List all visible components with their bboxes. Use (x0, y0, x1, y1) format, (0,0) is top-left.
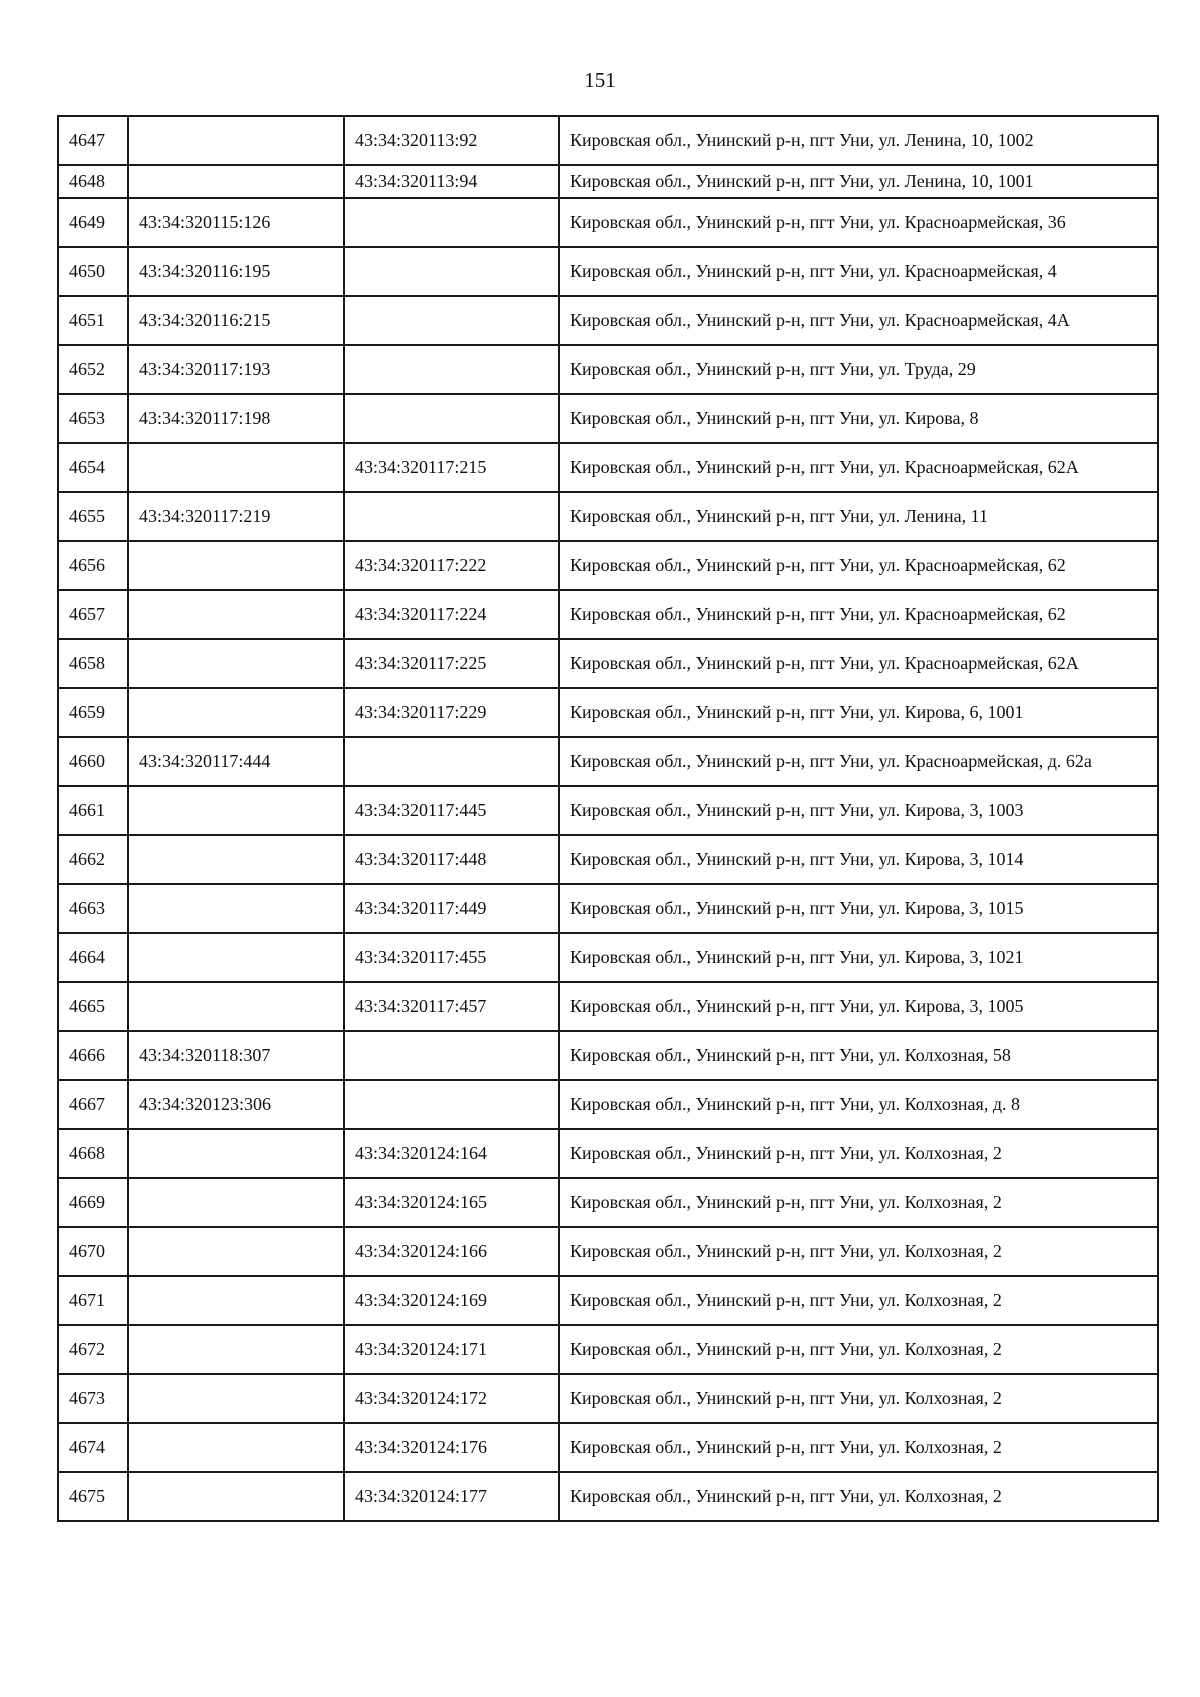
cadastral-number-a-cell (128, 786, 344, 835)
table-row (58, 247, 1158, 296)
row-number-cell: 4673 (58, 1374, 128, 1423)
table-row (58, 1227, 1158, 1276)
row-number-cell: 4650 (58, 247, 128, 296)
cadastral-number-b-cell: 43:34:320117:229 (344, 688, 559, 737)
cadastral-number-b-cell (344, 247, 559, 296)
cadastral-number-a-cell: 43:34:320118:307 (128, 1031, 344, 1080)
cadastral-number-a-cell (128, 1178, 344, 1227)
table-row (58, 345, 1158, 394)
row-number-cell: 4668 (58, 1129, 128, 1178)
address-cell: Кировская обл., Унинский р-н, пгт Уни, ул. Ленина, 10, 1001 (559, 165, 1158, 198)
row-number-cell: 4647 (58, 116, 128, 165)
row-number-cell: 4674 (58, 1423, 128, 1472)
cadastral-number-b-cell (344, 394, 559, 443)
cadastral-number-b-cell: 43:34:320124:164 (344, 1129, 559, 1178)
table-row (58, 198, 1158, 247)
cadastral-number-a-cell: 43:34:320123:306 (128, 1080, 344, 1129)
cadastral-number-b-cell: 43:34:320117:457 (344, 982, 559, 1031)
row-number-cell: 4669 (58, 1178, 128, 1227)
cadastral-number-b-cell: 43:34:320124:172 (344, 1374, 559, 1423)
cadastral-number-b-cell: 43:34:320117:215 (344, 443, 559, 492)
row-number-cell: 4648 (58, 165, 128, 198)
table-row (58, 492, 1158, 541)
row-number-cell: 4657 (58, 590, 128, 639)
table-row (58, 1374, 1158, 1423)
cadastral-number-b-cell: 43:34:320124:177 (344, 1472, 559, 1521)
table-row (58, 737, 1158, 786)
address-cell: Кировская обл., Унинский р-н, пгт Уни, ул. Кирова, 3, 1003 (559, 786, 1158, 835)
cadastral-number-a-cell: 43:34:320117:219 (128, 492, 344, 541)
address-cell: Кировская обл., Унинский р-н, пгт Уни, ул. Колхозная, д. 8 (559, 1080, 1158, 1129)
registry-table (57, 115, 1159, 1522)
row-number-cell: 4653 (58, 394, 128, 443)
cadastral-number-b-cell: 43:34:320117:224 (344, 590, 559, 639)
cadastral-number-a-cell (128, 1374, 344, 1423)
row-number-cell: 4651 (58, 296, 128, 345)
row-number-cell: 4664 (58, 933, 128, 982)
cadastral-number-b-cell: 43:34:320113:94 (344, 165, 559, 198)
cadastral-number-b-cell (344, 296, 559, 345)
row-number-cell: 4675 (58, 1472, 128, 1521)
table-row (58, 1129, 1158, 1178)
address-cell: Кировская обл., Унинский р-н, пгт Уни, ул. Колхозная, 2 (559, 1129, 1158, 1178)
cadastral-number-a-cell (128, 835, 344, 884)
table-row (58, 933, 1158, 982)
row-number-cell: 4670 (58, 1227, 128, 1276)
cadastral-number-b-cell: 43:34:320124:165 (344, 1178, 559, 1227)
row-number-cell: 4662 (58, 835, 128, 884)
cadastral-number-b-cell (344, 1031, 559, 1080)
cadastral-number-b-cell: 43:34:320117:455 (344, 933, 559, 982)
cadastral-number-a-cell (128, 1227, 344, 1276)
address-cell: Кировская обл., Унинский р-н, пгт Уни, ул. Труда, 29 (559, 345, 1158, 394)
table-row (58, 688, 1158, 737)
cadastral-number-a-cell: 43:34:320117:193 (128, 345, 344, 394)
page-number: 151 (584, 68, 616, 92)
address-cell: Кировская обл., Унинский р-н, пгт Уни, ул. Красноармейская, 4А (559, 296, 1158, 345)
table-row (58, 1276, 1158, 1325)
cadastral-number-b-cell: 43:34:320117:448 (344, 835, 559, 884)
row-number-cell: 4666 (58, 1031, 128, 1080)
cadastral-number-b-cell: 43:34:320124:171 (344, 1325, 559, 1374)
row-number-cell: 4656 (58, 541, 128, 590)
address-cell: Кировская обл., Унинский р-н, пгт Уни, ул. Кирова, 3, 1015 (559, 884, 1158, 933)
cadastral-number-a-cell: 43:34:320116:195 (128, 247, 344, 296)
cadastral-number-b-cell (344, 492, 559, 541)
table-row (58, 1325, 1158, 1374)
cadastral-number-a-cell (128, 639, 344, 688)
table-row (58, 541, 1158, 590)
cadastral-number-a-cell (128, 1129, 344, 1178)
cadastral-number-a-cell (128, 933, 344, 982)
row-number-cell: 4658 (58, 639, 128, 688)
address-cell: Кировская обл., Унинский р-н, пгт Уни, ул. Кирова, 3, 1005 (559, 982, 1158, 1031)
cadastral-number-a-cell (128, 165, 344, 198)
table-row (58, 1472, 1158, 1521)
row-number-cell: 4667 (58, 1080, 128, 1129)
address-cell: Кировская обл., Унинский р-н, пгт Уни, ул. Колхозная, 2 (559, 1423, 1158, 1472)
cadastral-number-a-cell (128, 688, 344, 737)
table-row (58, 296, 1158, 345)
address-cell: Кировская обл., Унинский р-н, пгт Уни, ул. Колхозная, 58 (559, 1031, 1158, 1080)
table-row (58, 165, 1158, 198)
table-row (58, 590, 1158, 639)
row-number-cell: 4672 (58, 1325, 128, 1374)
address-cell: Кировская обл., Унинский р-н, пгт Уни, ул. Колхозная, 2 (559, 1472, 1158, 1521)
table-row (58, 1423, 1158, 1472)
cadastral-number-b-cell: 43:34:320124:169 (344, 1276, 559, 1325)
cadastral-number-b-cell (344, 198, 559, 247)
table-row (58, 786, 1158, 835)
cadastral-number-b-cell: 43:34:320117:222 (344, 541, 559, 590)
table-row (58, 394, 1158, 443)
address-cell: Кировская обл., Унинский р-н, пгт Уни, ул. Колхозная, 2 (559, 1227, 1158, 1276)
cadastral-number-a-cell (128, 541, 344, 590)
cadastral-number-a-cell: 43:34:320117:198 (128, 394, 344, 443)
cadastral-number-a-cell: 43:34:320117:444 (128, 737, 344, 786)
row-number-cell: 4655 (58, 492, 128, 541)
cadastral-number-b-cell: 43:34:320117:225 (344, 639, 559, 688)
cadastral-number-a-cell: 43:34:320116:215 (128, 296, 344, 345)
cadastral-number-a-cell (128, 116, 344, 165)
cadastral-number-a-cell (128, 590, 344, 639)
address-cell: Кировская обл., Унинский р-н, пгт Уни, ул. Красноармейская, д. 62а (559, 737, 1158, 786)
cadastral-number-a-cell (128, 1423, 344, 1472)
address-cell: Кировская обл., Унинский р-н, пгт Уни, ул. Ленина, 10, 1002 (559, 116, 1158, 165)
address-cell: Кировская обл., Унинский р-н, пгт Уни, ул. Кирова, 3, 1014 (559, 835, 1158, 884)
cadastral-number-b-cell: 43:34:320113:92 (344, 116, 559, 165)
address-cell: Кировская обл., Унинский р-н, пгт Уни, ул. Красноармейская, 62А (559, 639, 1158, 688)
table-row (58, 982, 1158, 1031)
address-cell: Кировская обл., Унинский р-н, пгт Уни, ул. Колхозная, 2 (559, 1276, 1158, 1325)
address-cell: Кировская обл., Унинский р-н, пгт Уни, ул. Красноармейская, 62 (559, 541, 1158, 590)
table-row (58, 884, 1158, 933)
row-number-cell: 4665 (58, 982, 128, 1031)
cadastral-number-b-cell: 43:34:320117:449 (344, 884, 559, 933)
address-cell: Кировская обл., Унинский р-н, пгт Уни, ул. Красноармейская, 62 (559, 590, 1158, 639)
cadastral-number-a-cell (128, 884, 344, 933)
row-number-cell: 4671 (58, 1276, 128, 1325)
cadastral-number-b-cell: 43:34:320124:176 (344, 1423, 559, 1472)
table-row (58, 835, 1158, 884)
cadastral-number-a-cell (128, 1276, 344, 1325)
row-number-cell: 4652 (58, 345, 128, 394)
cadastral-number-a-cell (128, 443, 344, 492)
address-cell: Кировская обл., Унинский р-н, пгт Уни, ул. Красноармейская, 62А (559, 443, 1158, 492)
row-number-cell: 4661 (58, 786, 128, 835)
cadastral-number-b-cell (344, 737, 559, 786)
cadastral-number-a-cell (128, 1472, 344, 1521)
row-number-cell: 4649 (58, 198, 128, 247)
row-number-cell: 4663 (58, 884, 128, 933)
cadastral-number-a-cell (128, 982, 344, 1031)
address-cell: Кировская обл., Унинский р-н, пгт Уни, ул. Кирова, 3, 1021 (559, 933, 1158, 982)
address-cell: Кировская обл., Унинский р-н, пгт Уни, ул. Красноармейская, 4 (559, 247, 1158, 296)
cadastral-number-b-cell: 43:34:320117:445 (344, 786, 559, 835)
address-cell: Кировская обл., Унинский р-н, пгт Уни, ул. Кирова, 8 (559, 394, 1158, 443)
table-row (58, 443, 1158, 492)
row-number-cell: 4660 (58, 737, 128, 786)
address-cell: Кировская обл., Унинский р-н, пгт Уни, ул. Колхозная, 2 (559, 1325, 1158, 1374)
address-cell: Кировская обл., Унинский р-н, пгт Уни, ул. Колхозная, 2 (559, 1178, 1158, 1227)
table-row (58, 116, 1158, 165)
table-row (58, 639, 1158, 688)
address-cell: Кировская обл., Унинский р-н, пгт Уни, ул. Колхозная, 2 (559, 1374, 1158, 1423)
row-number-cell: 4659 (58, 688, 128, 737)
address-cell: Кировская обл., Унинский р-н, пгт Уни, ул. Кирова, 6, 1001 (559, 688, 1158, 737)
cadastral-number-b-cell: 43:34:320124:166 (344, 1227, 559, 1276)
cadastral-number-b-cell (344, 1080, 559, 1129)
table-row (58, 1080, 1158, 1129)
registry-table-body (58, 116, 1158, 1521)
address-cell: Кировская обл., Унинский р-н, пгт Уни, ул. Ленина, 11 (559, 492, 1158, 541)
cadastral-number-a-cell (128, 1325, 344, 1374)
cadastral-number-b-cell (344, 345, 559, 394)
row-number-cell: 4654 (58, 443, 128, 492)
table-row (58, 1031, 1158, 1080)
table-row (58, 1178, 1158, 1227)
address-cell: Кировская обл., Унинский р-н, пгт Уни, ул. Красноармейская, 36 (559, 198, 1158, 247)
cadastral-number-a-cell: 43:34:320115:126 (128, 198, 344, 247)
